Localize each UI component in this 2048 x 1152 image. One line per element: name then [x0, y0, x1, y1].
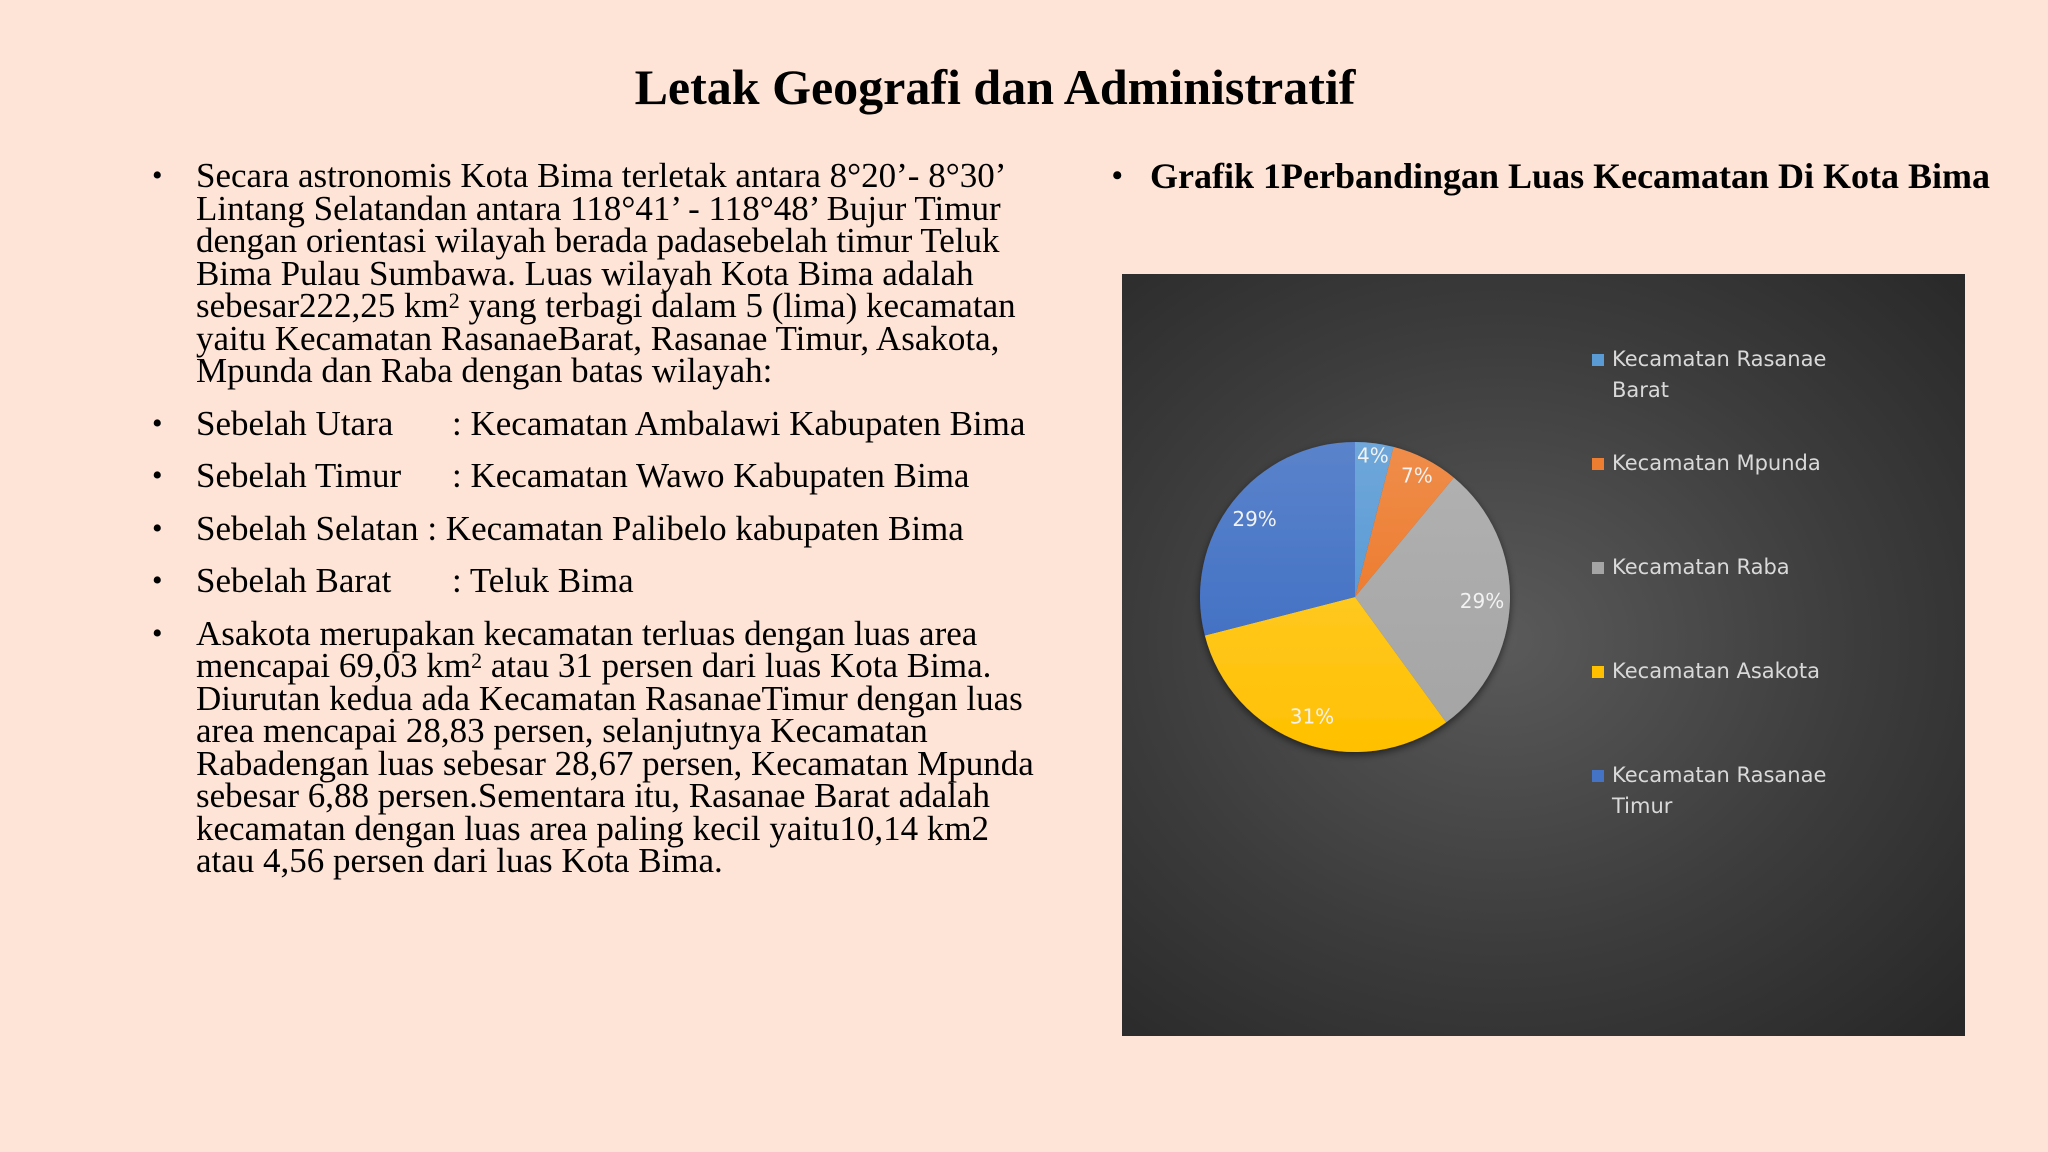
border-south-value: : Kecamatan Palibelo kabupaten Bima: [427, 508, 964, 548]
border-south-label: Sebelah Selatan: [196, 508, 419, 548]
border-west-value: : Teluk Bima: [452, 561, 634, 600]
legend-swatch-0: [1592, 354, 1604, 366]
border-west: [150, 561, 1050, 600]
left-text-column: [150, 156, 1050, 898]
border-north: [150, 403, 1050, 443]
legend-label-0: Kecamatan Rasanae Barat: [1612, 347, 1827, 402]
pie-chart: [1122, 274, 1965, 1036]
legend-swatch-3: [1592, 666, 1604, 678]
border-north-value: : Kecamatan Ambalawi Kabupaten Bima: [452, 403, 1026, 443]
border-east-label: Sebelah Timur: [196, 456, 402, 495]
pie-data-label-4: 29%: [1232, 507, 1277, 532]
border-north-label: Sebelah Utara: [196, 403, 394, 443]
pie-data-label-1: 7%: [1401, 463, 1433, 488]
legend-swatch-1: [1592, 458, 1604, 470]
border-east: [150, 456, 1050, 495]
intro-superscript: 2: [448, 288, 460, 313]
summary-paragraph: [150, 613, 1050, 880]
legend-label-1: Kecamatan Mpunda: [1612, 451, 1821, 475]
pie-chart-container: [1122, 274, 1965, 1036]
summary-text-b: atau 31 persen dari luas Kota Bima. Diurutan kedua ada Kecamatan RasanaeTimur dengan luas area mencapai 28,83 persen, selanjutnya Kecamatan Rabadengan luas sebesar 28,67 persen, Kecamatan Mpunda sebesar 6,88 persen.Sementara itu, Rasanae Barat adalah kecamatan dengan luas area paling kecil yaitu10,14 km2 atau 4,56 persen dari luas Kota Bima.: [196, 646, 1034, 880]
pie-data-label-3: 31%: [1289, 704, 1335, 729]
legend-label-2: Kecamatan Raba: [1612, 555, 1790, 579]
summary-text-a: Asakota merupakan kecamatan terluas dengan luas area mencapai 69,03 km: [196, 613, 978, 685]
border-south: [150, 508, 1050, 548]
intro-text-a: Secara astronomis Kota Bima terletak antara 8°20’- 8°30’ Lintang Selatandan antara 118°41’ - 118°48’ Bujur Timur dengan orientasi wilayah berada padasebelah timur Teluk Bima Pulau Sumbawa. Luas wilayah Kota Bima adalah sebesar222,25 km: [196, 156, 1004, 325]
slide-title: Letak Geografi dan Administratif: [634, 59, 1356, 115]
chart-heading: • Grafik 1Perbandingan Luas Kecamatan Di Kota Bima: [1112, 160, 2030, 193]
intro-text-b: yang terbagi dalam 5 (lima) kecamatan yaitu Kecamatan RasanaeBarat, Rasanae Timur, Asakota, Mpunda dan Raba dengan batas wilayah:: [196, 286, 1016, 390]
legend-swatch-2: [1592, 562, 1604, 574]
pie-data-label-0: 4%: [1357, 443, 1389, 468]
intro-paragraph: [150, 156, 1050, 390]
summary-superscript: 2: [471, 648, 483, 673]
legend-swatch-4: [1592, 770, 1604, 782]
legend-label-4: Kecamatan Rasanae Timur: [1612, 763, 1827, 818]
legend-label-3: Kecamatan Asakota: [1612, 659, 1821, 683]
border-west-label: Sebelah Barat: [196, 561, 392, 600]
pie-data-label-2: 29%: [1459, 588, 1505, 613]
border-east-value: : Kecamatan Wawo Kabupaten Bima: [452, 456, 970, 495]
